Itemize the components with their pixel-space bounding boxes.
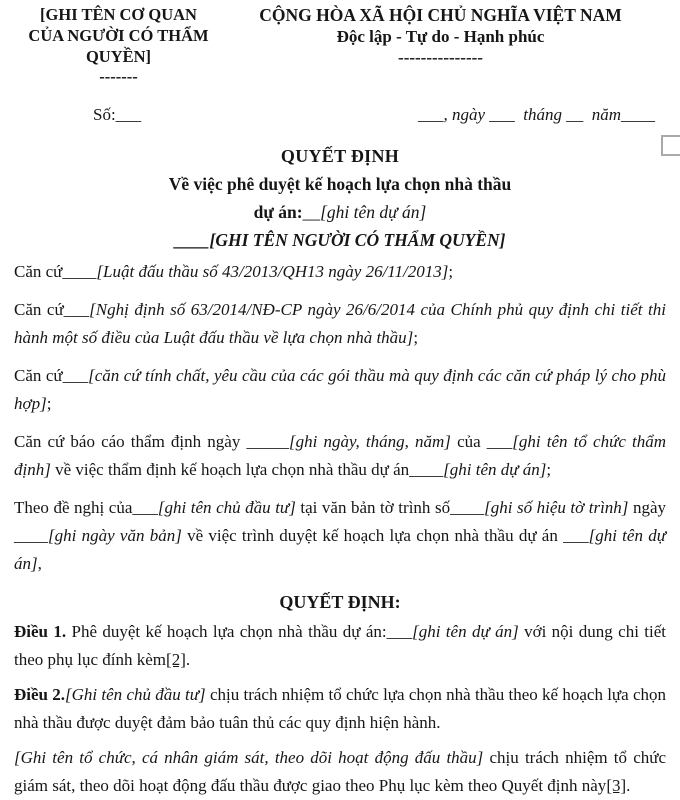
date-place-line: ___, ngày ___ tháng __ năm____ <box>417 105 655 124</box>
text-segment: Điều 1. <box>14 622 67 641</box>
issuing-authority-line-2: CỦA NGƯỜI CÓ THẨM <box>28 26 209 45</box>
decision-heading: QUYẾT ĐỊNH: <box>279 592 401 612</box>
text-segment: ____ <box>409 460 444 479</box>
text-segment: ngày <box>628 498 667 517</box>
text-segment: Theo đề nghị của <box>14 498 133 517</box>
comment-anchor-box <box>661 135 680 156</box>
text-segment: ___ <box>563 526 589 545</box>
can-cu-nghi-dinh <box>14 296 666 352</box>
footnote-ref[interactable]: [3] <box>606 776 627 795</box>
title-block <box>0 142 680 254</box>
can-cu-phap-ly <box>14 362 666 418</box>
text-segment: ; <box>46 394 52 413</box>
text-segment: [ghi ngày văn bản] <box>48 526 182 545</box>
text-segment: . <box>626 776 631 795</box>
preamble-section <box>0 258 680 578</box>
text-segment: ___ <box>62 366 89 385</box>
text-segment: về việc thẩm định kế hoạch lựa chọn nhà thầu dự án <box>50 460 410 479</box>
text-segment: với nội dung chi tiết theo phụ lục đính kèm <box>14 622 667 669</box>
text-segment: của <box>450 432 487 451</box>
text-segment: [Luật đấu thầu số 43/2013/QH13 ngày 26/11/2013] <box>96 262 449 281</box>
project-blank: __ <box>302 202 321 222</box>
text-segment: Căn cứ <box>14 300 64 319</box>
text-segment: _____ <box>246 432 289 451</box>
national-separator: --------------- <box>398 48 483 67</box>
text-segment: Căn cứ <box>14 262 63 281</box>
document-number-blank: Số:___ <box>93 105 142 124</box>
text-segment: [Ghi tên chủ đầu tư] <box>65 685 206 704</box>
text-segment: ____ <box>62 262 97 281</box>
theo-de-nghi <box>14 494 666 578</box>
decision-title: QUYẾT ĐỊNH <box>280 146 400 166</box>
text-segment: [Ghi tên tổ chức, cá nhân giám sát, theo dõi hoạt động đấu thầu] <box>14 748 484 767</box>
text-segment: [ghi tên dự án] <box>14 526 666 573</box>
text-segment: , <box>37 554 42 573</box>
text-segment: ; <box>448 262 454 281</box>
national-header-block <box>237 4 644 87</box>
text-segment: ___ <box>132 498 158 517</box>
dieu-1 <box>14 618 666 674</box>
text-segment: chịu trách nhiệm tổ chức lựa chọn nhà thầu theo kế hoạch lựa chọn nhà thầu được duyệt đảm bảo tuân thủ các quy định hiện hành. <box>14 685 667 732</box>
text-segment: Điều 2. <box>14 685 66 704</box>
national-title: CỘNG HÒA XÃ HỘI CHỦ NGHĨA VIỆT NAM <box>259 5 622 25</box>
dieu-2 <box>14 681 666 737</box>
can-cu-luat-dau-thau <box>14 258 666 286</box>
text-segment: [ghi ngày, tháng, năm] <box>288 432 451 451</box>
text-segment: ; <box>546 460 552 479</box>
text-segment: ; <box>413 328 419 347</box>
text-segment: [ghi tên chủ đầu tư] <box>157 498 296 517</box>
number-date-row <box>0 101 680 129</box>
text-segment: ____ <box>14 526 48 545</box>
text-segment: Căn cứ báo cáo thẩm định ngày <box>14 432 247 451</box>
project-name-line <box>0 198 680 226</box>
text-segment: chịu trách nhiệm tổ chức giám sát, theo dõi hoạt động đấu thầu được giao theo Phụ lục kèm theo Quyết định này <box>14 748 666 795</box>
document-header <box>0 0 680 87</box>
national-motto: Độc lập - Tự do - Hạnh phúc <box>336 27 545 46</box>
text-segment: ____ <box>450 498 485 517</box>
articles-section <box>0 618 680 800</box>
text-segment: Phê duyệt kế hoạch lựa chọn nhà thầu dự án: <box>66 622 387 641</box>
giam-sat-dau-thau <box>14 744 666 800</box>
issuing-authority-line-3: QUYỀN] <box>85 47 152 66</box>
text-segment: . <box>185 650 191 669</box>
text-segment: ___ <box>486 432 513 451</box>
text-segment: [ghi tên dự án] <box>443 460 547 479</box>
text-segment: [Nghị định số 63/2014/NĐ-CP ngày 26/6/2014 của Chính phủ quy định chi tiết thi hành một số điều của Luật đấu thầu về lựa chọn nhà thầu] <box>14 300 666 347</box>
project-label: dự án: <box>253 202 303 222</box>
text-segment: Căn cứ <box>14 366 63 385</box>
authority-name-line: ____[GHI TÊN NGƯỜI CÓ THẨM QUYỀN] <box>174 230 506 250</box>
issuing-authority-separator: ------- <box>99 67 138 86</box>
can-cu-bao-cao-tham-dinh <box>14 428 666 484</box>
text-segment: [ghi tên dự án] <box>412 622 519 641</box>
text-segment: [ghi tên tổ chức thẩm định] <box>14 432 667 479</box>
issuing-authority-block <box>0 4 237 87</box>
text-segment: [ghi số hiệu tờ trình] <box>484 498 629 517</box>
project-placeholder: [ghi tên dự án] <box>320 202 427 222</box>
text-segment: [căn cứ tính chất, yêu cầu của các gói thầu mà quy định các căn cứ pháp lý cho phù hợp] <box>14 366 666 413</box>
text-segment: ___ <box>386 622 413 641</box>
text-segment: về việc trình duyệt kế hoạch lựa chọn nhà thầu dự án <box>181 526 564 545</box>
footnote-ref[interactable]: [2] <box>166 650 186 669</box>
text-segment: ___ <box>63 300 90 319</box>
issuing-authority-line-1: [GHI TÊN CƠ QUAN <box>40 5 197 24</box>
text-segment: tại văn bản tờ trình số <box>295 498 451 517</box>
decision-subtitle: Về việc phê duyệt kế hoạch lựa chọn nhà thầu <box>168 174 512 194</box>
